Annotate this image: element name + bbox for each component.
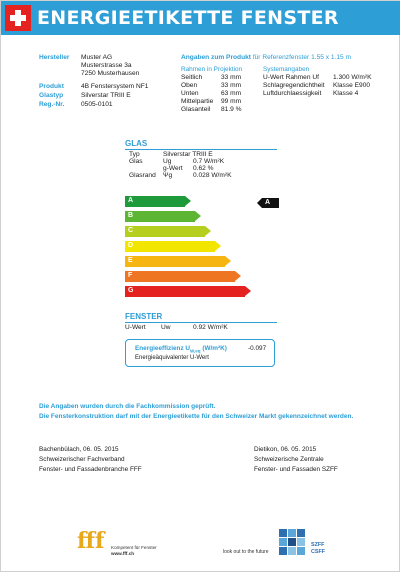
glass-type-value: Silverstar TRIII E: [81, 92, 131, 99]
swiss-flag-icon: [5, 5, 31, 31]
efficiency-description: Energieäquivalenter U-Wert: [135, 355, 209, 361]
energy-class-letter: C: [128, 227, 134, 234]
signature-right-org: Fenster- und Fassaden SZFF: [254, 466, 338, 473]
approval-note: Die Angaben wurden durch die Fachkommission geprüft.: [39, 403, 216, 410]
energy-class-arrow-a: [125, 196, 191, 207]
energy-class-arrow-e: [125, 256, 231, 267]
energy-class-letter: G: [128, 287, 134, 294]
fff-slogan: Kompetent für Fenster: [111, 545, 157, 550]
energy-class-arrow-b: [125, 211, 201, 222]
energy-class-arrow-c: [125, 226, 211, 237]
signature-left-org: Fenster- und Fassadenbranche FFF: [39, 466, 142, 473]
energy-class-arrow-f: [125, 271, 241, 282]
energy-class-letter: A: [128, 197, 134, 204]
energy-label-page: ENERGIEETIKETTE FENSTER Hersteller Muster AG Musterstrasse 3a 7250 Musterhausen Produkt 4B Fenstersystem NF1 Glastyp Silverstar TRIII E Reg.-Nr. 0505-0101 Angaben zum Produkt für Referenzfenster 1.55 x 1.15 m Rahmen in Projektion Systemangaben Seitlich 33 mm Oben 33 mm Unten 63 mm Mittelpartie 99 mm Glasanteil 81.9 % U-Wert Rahmen Uf 1.300 W/m²K Schlagregendichtheit Klasse E900 Luftdurchlaessigkeit Klasse 4 GLAS Typ Silverstar TRIII E Glas Ug 0.7 W/m²K g-Wert 0.62 % Glasrand Ψg 0.028 W/m²K A B C D E F G A FENSTER U-Wert Uw 0.92 W/m²K Energieeffizienz $U_{W,eq}$ (W/m²K) -0.097 Energieäquivalenter U-Wert Die Angaben wurden durch die Fachkommission geprüft. Die Fensterkonstruktion darf mit der Energieetikette für den Schweizer Markt gekennzeichnet werden. Bachenbülach, 06. 05. 2015 Schweizerischer Fachverband Fenster- und Fassadenbranche FFF Dietikon, 06. 05. 2015 Schweizerische Zentrale Fenster- und Fassaden SZFF fff Kompetent für Fenster www.fff.ch look out to the future SZFF CSFF: [0, 0, 400, 572]
manufacturer-street: Musterstrasse 3a: [81, 62, 132, 69]
efficiency-value: -0.097: [248, 345, 267, 352]
product-value: 4B Fenstersystem NF1: [81, 83, 149, 90]
energy-class-arrow-g: [125, 286, 251, 297]
window-section-title: FENSTER: [125, 312, 163, 321]
reference-heading: Angaben zum Produkt für Referenzfenster 1.55 x 1.15 m: [181, 54, 352, 61]
glass-section-title: GLAS: [125, 139, 148, 148]
efficiency-label: Energieeffizienz $U_{W,eq}$ (W/m²K): [135, 345, 227, 354]
fff-url: www.fff.ch: [111, 551, 135, 556]
signature-left-place-date: Bachenbülach, 06. 05. 2015: [39, 446, 119, 453]
header-bar: [1, 1, 400, 35]
fff-logo: fff: [77, 528, 105, 554]
energy-class-arrow-d: [125, 241, 221, 252]
energy-class-letter: F: [128, 272, 133, 279]
energy-class-letter: B: [128, 212, 134, 219]
szff-slogan: look out to the future: [223, 549, 269, 555]
energy-class-letter: D: [128, 242, 134, 249]
window-section-divider: [125, 322, 277, 323]
glass-section-divider: [125, 149, 277, 150]
glass-type-label: Glastyp: [39, 92, 64, 99]
szff-name-alt: CSFF: [311, 549, 326, 555]
energy-class-letter: E: [128, 257, 133, 264]
manufacturer-name: Muster AG: [81, 54, 113, 61]
manufacturer-city: 7250 Musterhausen: [81, 70, 140, 77]
reg-number-label: Reg.-Nr.: [39, 101, 65, 108]
reg-number-value: 0505-0101: [81, 101, 113, 108]
system-heading: Systemangaben: [263, 66, 310, 73]
manufacturer-label: Hersteller: [39, 54, 70, 61]
frame-projection-heading: Rahmen in Projektion: [181, 66, 243, 73]
product-label: Produkt: [39, 83, 64, 90]
signature-right-place-date: Dietikon, 06. 05. 2015: [254, 446, 317, 453]
signature-right-org: Schweizerische Zentrale: [254, 456, 324, 463]
marking-note: Die Fensterkonstruktion darf mit der Energieetikette für den Schweizer Markt gekennzeichnet werden.: [39, 413, 354, 420]
energy-rating-letter: A: [265, 199, 271, 206]
energy-rating-indicator: [257, 198, 279, 208]
page-title: ENERGIEETIKETTE FENSTER: [37, 7, 339, 29]
szff-logo: [279, 529, 305, 555]
signature-left-org: Schweizerischer Fachverband: [39, 456, 125, 463]
szff-name: SZFF: [311, 542, 325, 548]
energy-efficiency-box: [125, 339, 275, 367]
